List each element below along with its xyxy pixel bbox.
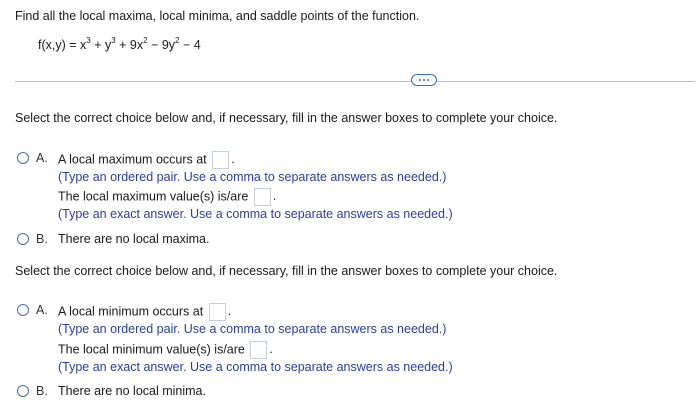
- formula-exponent: 3: [86, 35, 91, 45]
- period: .: [231, 152, 235, 167]
- maxima-value-input[interactable]: [254, 188, 271, 206]
- function-formula: [38, 35, 201, 52]
- maxima-option-b-text: There are no local maxima.: [58, 232, 210, 246]
- minima-option-a-letter: A.: [36, 303, 48, 317]
- formula-term: + y: [90, 38, 112, 52]
- instruction-maxima: Select the correct choice below and, if necessary, fill in the answer boxes to complete your choice.: [15, 111, 558, 125]
- section-divider: [15, 81, 695, 82]
- formula-term: − 9y: [147, 38, 176, 52]
- formula-term: + 9x: [115, 38, 144, 52]
- ellipsis-icon: [419, 79, 421, 81]
- minima-option-b-radio[interactable]: [17, 385, 29, 397]
- maxima-option-b-radio[interactable]: [17, 233, 29, 245]
- formula-term: − 4: [179, 38, 201, 52]
- ellipsis-icon: [427, 79, 429, 81]
- maxima-option-a-letter: A.: [36, 151, 48, 165]
- minima-value-line: [58, 341, 273, 359]
- period: .: [269, 342, 273, 357]
- maxima-option-a-text: A local maximum occurs at: [58, 152, 207, 167]
- minima-hint-exact: (Type an exact answer. Use a comma to separate answers as needed.): [58, 360, 453, 374]
- minima-value-input[interactable]: [250, 341, 267, 359]
- formula-exponent: 2: [175, 35, 180, 45]
- instruction-minima: Select the correct choice below and, if necessary, fill in the answer boxes to complete your choice.: [15, 264, 558, 278]
- minima-hint-ordered-pair: (Type an ordered pair. Use a comma to separate answers as needed.): [58, 322, 447, 336]
- maxima-option-b-letter: B.: [36, 232, 48, 246]
- minima-option-a-radio[interactable]: [17, 304, 29, 316]
- maxima-value-line: [58, 188, 276, 206]
- period: .: [272, 189, 277, 204]
- minima-option-a-line: [58, 303, 231, 321]
- minima-option-b-letter: B.: [36, 384, 48, 398]
- maxima-hint-ordered-pair: (Type an ordered pair. Use a comma to separate answers as needed.): [58, 170, 447, 184]
- formula-exponent: 3: [111, 35, 116, 45]
- minima-location-input[interactable]: [209, 303, 226, 321]
- maxima-location-input[interactable]: [212, 151, 229, 169]
- formula-lhs: f(x,y) = x: [38, 38, 87, 52]
- maxima-option-a-radio[interactable]: [17, 152, 29, 164]
- question-text: Find all the local maxima, local minima, and saddle points of the function.: [15, 9, 420, 23]
- maxima-option-a-line: [58, 151, 235, 169]
- period: .: [227, 304, 232, 319]
- ellipsis-icon: [423, 79, 425, 81]
- minima-option-a-text: A local minimum occurs at: [58, 304, 204, 319]
- more-options-button[interactable]: [411, 74, 437, 86]
- maxima-value-text: The local maximum value(s) is/are: [58, 189, 249, 204]
- minima-option-b-text: There are no local minima.: [58, 384, 206, 398]
- minima-value-text: The local minimum value(s) is/are: [58, 342, 245, 357]
- maxima-hint-exact: (Type an exact answer. Use a comma to separate answers as needed.): [58, 207, 453, 221]
- formula-exponent: 2: [143, 35, 148, 45]
